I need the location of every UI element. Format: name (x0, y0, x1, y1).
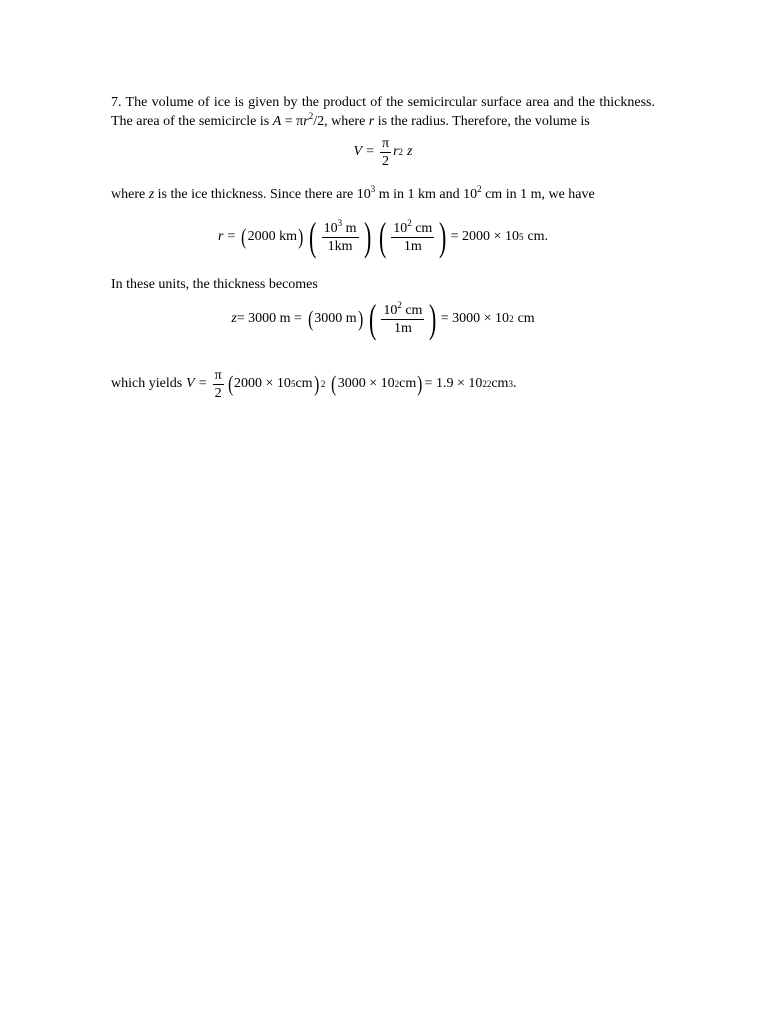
eq1-r: r (393, 144, 399, 159)
final-lead-text: which yields (111, 376, 183, 391)
final-fraction (213, 368, 224, 401)
conv-exp-1: 3 (370, 184, 376, 194)
final-t2: 3000 × 10 (337, 376, 395, 391)
area-equals-pi: = π (281, 114, 304, 129)
eq2-f2-exp: 2 (407, 217, 412, 228)
radius-symbol-2: r (368, 114, 375, 129)
volume-equation: V = $\frac{\pi}{2}$ r 2 z (353, 135, 413, 169)
eq3-mid: = 3000 m = (236, 311, 302, 326)
conv-text-2: is the ice thickness. Since there are 10 (154, 187, 371, 202)
radius-exponent: 2 (308, 111, 314, 121)
eq3-lhs: z (231, 311, 237, 326)
eq2-lhs: r (217, 229, 224, 244)
eq2-result-unit: cm. (527, 229, 549, 244)
eq3-f-den: 1m (393, 320, 412, 336)
eq2-f1-unit: m (342, 220, 357, 236)
eq2-fraction-1 (322, 217, 359, 254)
final-result-unit: cm (491, 376, 509, 391)
final-result: = 1.9 × 10 (424, 376, 483, 391)
final-t2-unit: cm (399, 376, 417, 391)
intro-text-2: /2, where (313, 114, 369, 129)
intro-text-3: is the radius. Therefore, the volume is (374, 114, 590, 129)
final-equals: = (198, 376, 207, 391)
thickness-paragraph (111, 275, 655, 294)
eq3-result-unit: cm (517, 311, 535, 326)
eq3-f-unit: cm (401, 302, 423, 318)
final-period: . (512, 376, 517, 391)
conv-exp-2: 2 (477, 184, 482, 194)
eq3-f-base: 10 (383, 302, 398, 318)
eq3-f-exp: 2 (397, 299, 402, 310)
eq2-f2-den: 1m (403, 238, 422, 254)
final-frac-num: π (214, 367, 222, 383)
conv-text-4: cm in 1 m, we have (481, 187, 595, 202)
eq1-lhs: V (353, 144, 363, 159)
thickness-equation: z = 3000 m = ( 3000 m ) ( $\frac{10^2 cm}{1m}$ ) = 3000 × 10 2 cm (231, 296, 535, 341)
final-t1: 2000 × 10 (234, 376, 291, 391)
conversion-paragraph (111, 185, 655, 204)
eq1-frac-num: π (381, 135, 390, 151)
thickness-text: In these units, the thickness becomes (111, 277, 318, 292)
final-frac-den: 2 (214, 385, 222, 401)
final-lhs: V (186, 376, 195, 391)
eq2-result: = 2000 × 10 (450, 229, 519, 244)
solution-document (111, 93, 655, 404)
final-t1-unit: cm (295, 376, 313, 391)
eq2-equals: = (227, 229, 236, 244)
eq2-term1: 2000 km (247, 229, 298, 244)
eq3-term1: 3000 m (314, 311, 357, 326)
eq2-f1-exp: 3 (337, 217, 343, 228)
radius-symbol: r (303, 114, 309, 129)
eq3-fraction (381, 299, 424, 336)
area-symbol: A (272, 114, 282, 129)
radius-equation: r = ( 2000 km ) ( $\frac{10^3 m}{1km}$ ) ( $\frac{10^2 cm}{1m}$ ) = 2000 × 10 5 cm. (217, 214, 549, 259)
eq1-frac-den: 2 (382, 153, 390, 169)
eq2-f2-base: 10 (393, 220, 408, 236)
conv-text-3: m in 1 km and 10 (375, 187, 478, 202)
eq1-equals: = (366, 144, 374, 159)
eq1-z: z (407, 144, 413, 159)
eq2-fraction-2 (391, 217, 434, 254)
final-volume-line: which yields V = $\frac{\pi}{2}$ ( 2000 × 10 5 cm ) 2 ( 3000 × 10 2 cm ) = 1.9 × 10 22 cm 3 . (111, 367, 517, 401)
eq2-f2-unit: cm (411, 220, 433, 236)
eq2-f1-den: 1km (327, 238, 353, 254)
intro-text: 7. The volume of ice is given by the product of the semicircular surface area and the thickness. The area of the semicircle is (111, 95, 655, 129)
eq1-fraction (380, 136, 391, 169)
eq3-result: = 3000 × 10 (440, 311, 510, 326)
intro-paragraph (111, 93, 655, 131)
eq2-f1-base: 10 (323, 220, 338, 236)
conv-text-1: where (111, 187, 149, 202)
thickness-symbol: z (148, 187, 155, 202)
